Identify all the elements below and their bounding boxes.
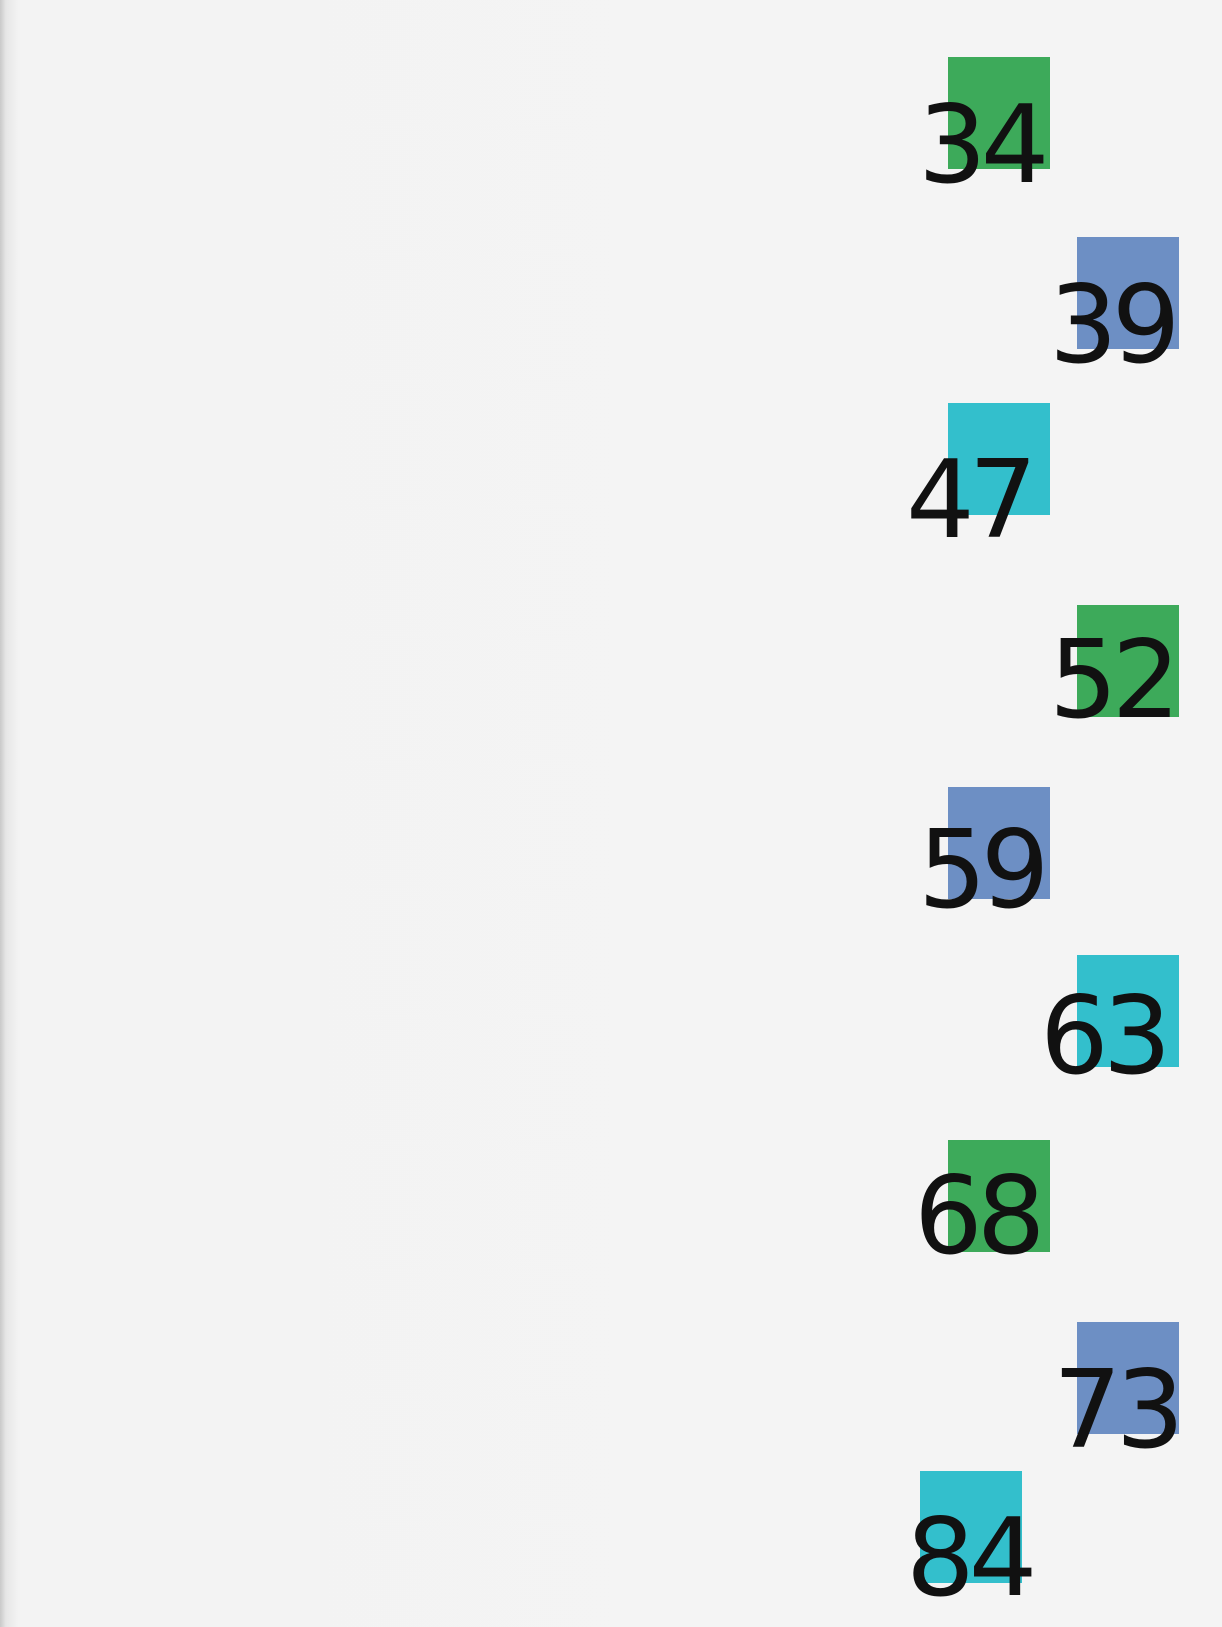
page-number[interactable]: 34 xyxy=(918,83,1044,208)
page-number[interactable]: 39 xyxy=(1049,263,1175,388)
page-number[interactable]: 63 xyxy=(1040,974,1166,1099)
page-number[interactable]: 59 xyxy=(918,808,1044,933)
page-number[interactable]: 68 xyxy=(914,1154,1040,1279)
page-number[interactable]: 73 xyxy=(1053,1348,1179,1473)
page-number[interactable]: 52 xyxy=(1049,618,1175,743)
page-number[interactable]: 84 xyxy=(906,1496,1032,1621)
page-number[interactable]: 47 xyxy=(906,438,1032,563)
